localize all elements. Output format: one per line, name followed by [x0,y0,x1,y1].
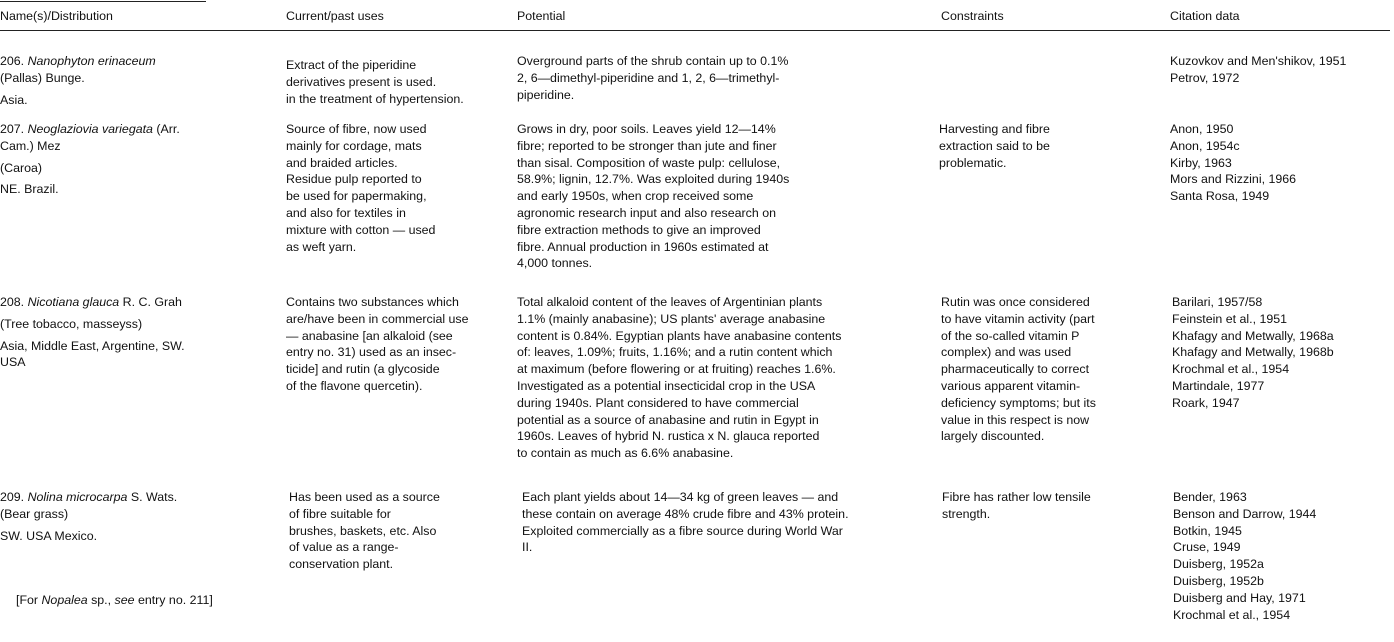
distribution: Asia, Middle East, Argentine, SW. [0,338,185,353]
distribution: NE. Brazil. [0,182,59,197]
entry-number: 206. [0,54,25,68]
potential-cell: Each plant yields about 14—34 kg of green leaves — and these contain on average 48% crude fibre and 43% protein. Exploited commercially as a fibre source during World War II. [522,490,849,555]
column-header-constraints: Constraints [941,9,1004,23]
cross-reference-note: [For Nopalea sp., see entry no. 211] [16,593,213,607]
citation: Krochmal et al., 1954 [1173,607,1291,622]
citation: Botkin, 1945 [1173,523,1242,538]
citation: Khafagy and Metwally, 1968b [1172,345,1334,360]
citation: Santa Rosa, 1949 [1170,189,1270,204]
name-cell [0,294,280,371]
common-name: (Bear grass) [0,506,69,521]
citations-cell [1172,294,1334,412]
column-header-name: Name(s)/Distribution [0,9,113,23]
citation: Khafagy and Metwally, 1968a [1172,328,1334,343]
common-name: (Caroa) [0,160,42,175]
citation: Anon, 1954c [1170,138,1240,153]
uses-cell: Source of fibre, now used mainly for cordage, mats and braided articles. Residue pulp reported to be used for papermaking, and also for textiles in mixture with cotton — used as weft yarn. [286,122,436,254]
column-header-citations: Citation data [1170,9,1240,23]
citation: Mors and Rizzini, 1966 [1170,172,1297,187]
table-header [0,8,1394,28]
constraints-cell: Fibre has rather low tensile strength. [942,490,1091,521]
authority-continued: Cam.) Mez [0,138,61,153]
constraints-cell: Rutin was once considered to have vitamin activity (part of the so-called vitamin P complex) and was used pharmaceutically to correct various apparent vitamin- deficiency symptoms; but its value in this respect is now largely discounted. [941,295,1096,444]
authority: R. C. Grah [122,295,182,309]
citation: Duisberg, 1952b [1173,573,1264,588]
citations-cell [1173,489,1316,623]
distribution-continued: USA [0,355,26,370]
constraints-cell: Harvesting and fibre extraction said to be problematic. [939,122,1050,170]
citation: Petrov, 1972 [1170,70,1240,85]
column-header-potential: Potential [517,9,566,23]
potential-cell: Total alkaloid content of the leaves of Argentinian plants 1.1% (mainly anabasine); US plants' average anabasine content is 0.84%. Egyptian plants have anabasine contents of: leaves, 1.09%; fruits, 1.16%; and a rutin content which at maximum (before flowering or at fruiting) reaches 1.6%. Investigated as a potential insecticidal crop in the USA during 1940s. Plant considered to have commercial potential as a source of anabasine and rutin in Egypt in 1960s. Leaves of hybrid N. rustica x N. glauca reported to contain as much as 6.6% anabasine. [517,295,842,461]
citation: Kuzovkov and Men'shikov, 1951 [1170,54,1347,68]
citation: Feinstein et al., 1951 [1172,311,1288,326]
citations-cell [1170,53,1346,87]
citation: Krochmal et al., 1954 [1172,362,1290,377]
citation: Kirby, 1963 [1170,155,1232,170]
top-rule [0,1,206,2]
citation: Martindale, 1977 [1172,378,1265,393]
citation: Duisberg and Hay, 1971 [1173,590,1306,605]
name-cell [0,489,280,544]
citation: Barilari, 1957/58 [1172,295,1263,309]
genus-name: Nopalea [41,593,88,607]
entry-number: 209. [0,490,25,504]
uses-cell: Contains two substances which are/have been in commercial use — anabasine [an alkaloid (see entry no. 31) used as an insec- ticide] and rutin (a glycoside of the flavone quercetin). [286,295,469,393]
potential-cell: Overground parts of the shrub contain up to 0.1% 2, 6—dimethyl-piperidine and 1, 2, 6—trimethyl- piperidine. [517,54,789,102]
uses-cell: Has been used as a source of fibre suitable for brushes, baskets, etc. Also of value as a range- conservation plant. [289,490,440,572]
citation: Anon, 1950 [1170,122,1234,136]
potential-cell: Grows in dry, poor soils. Leaves yield 12—14% fibre; reported to be stronger than jute and finer than sisal. Composition of waste pulp: cellulose, 58.9%; lignin, 12.7%. Was exploited during 1940s and early 1950s, when crop received some agronomic research input and also research on fibre extraction methods to give an improved fibre. Annual production in 1960s estimated at 4,000 tonnes. [517,122,790,271]
name-cell [0,53,280,108]
authority: (Pallas) Bunge. [0,70,85,85]
species-name: Neoglaziovia variegata [27,122,153,136]
citation: Benson and Darrow, 1944 [1173,506,1317,521]
citation: Duisberg, 1952a [1173,557,1264,572]
citation: Roark, 1947 [1172,395,1240,410]
name-cell [0,121,280,198]
common-name: (Tree tobacco, masseyss) [0,316,143,331]
authority: S. Wats. [130,490,178,504]
citations-cell [1170,121,1296,205]
species-name: Nicotiana glauca [27,295,120,309]
header-rule [0,30,1390,31]
distribution: Asia. [0,92,28,107]
authority: (Arr. [156,122,180,136]
species-name: Nolina microcarpa [27,490,128,504]
species-name: Nanophyton erinaceum [27,54,156,68]
citation: Cruse, 1949 [1173,540,1241,555]
entry-number: 207. [0,122,25,136]
uses-cell: Extract of the piperidine derivatives present is used. in the treatment of hypertension. [286,58,464,106]
entry-number: 208. [0,295,25,309]
column-header-uses: Current/past uses [286,9,384,23]
citation: Bender, 1963 [1173,490,1247,504]
distribution: SW. USA Mexico. [0,528,98,543]
